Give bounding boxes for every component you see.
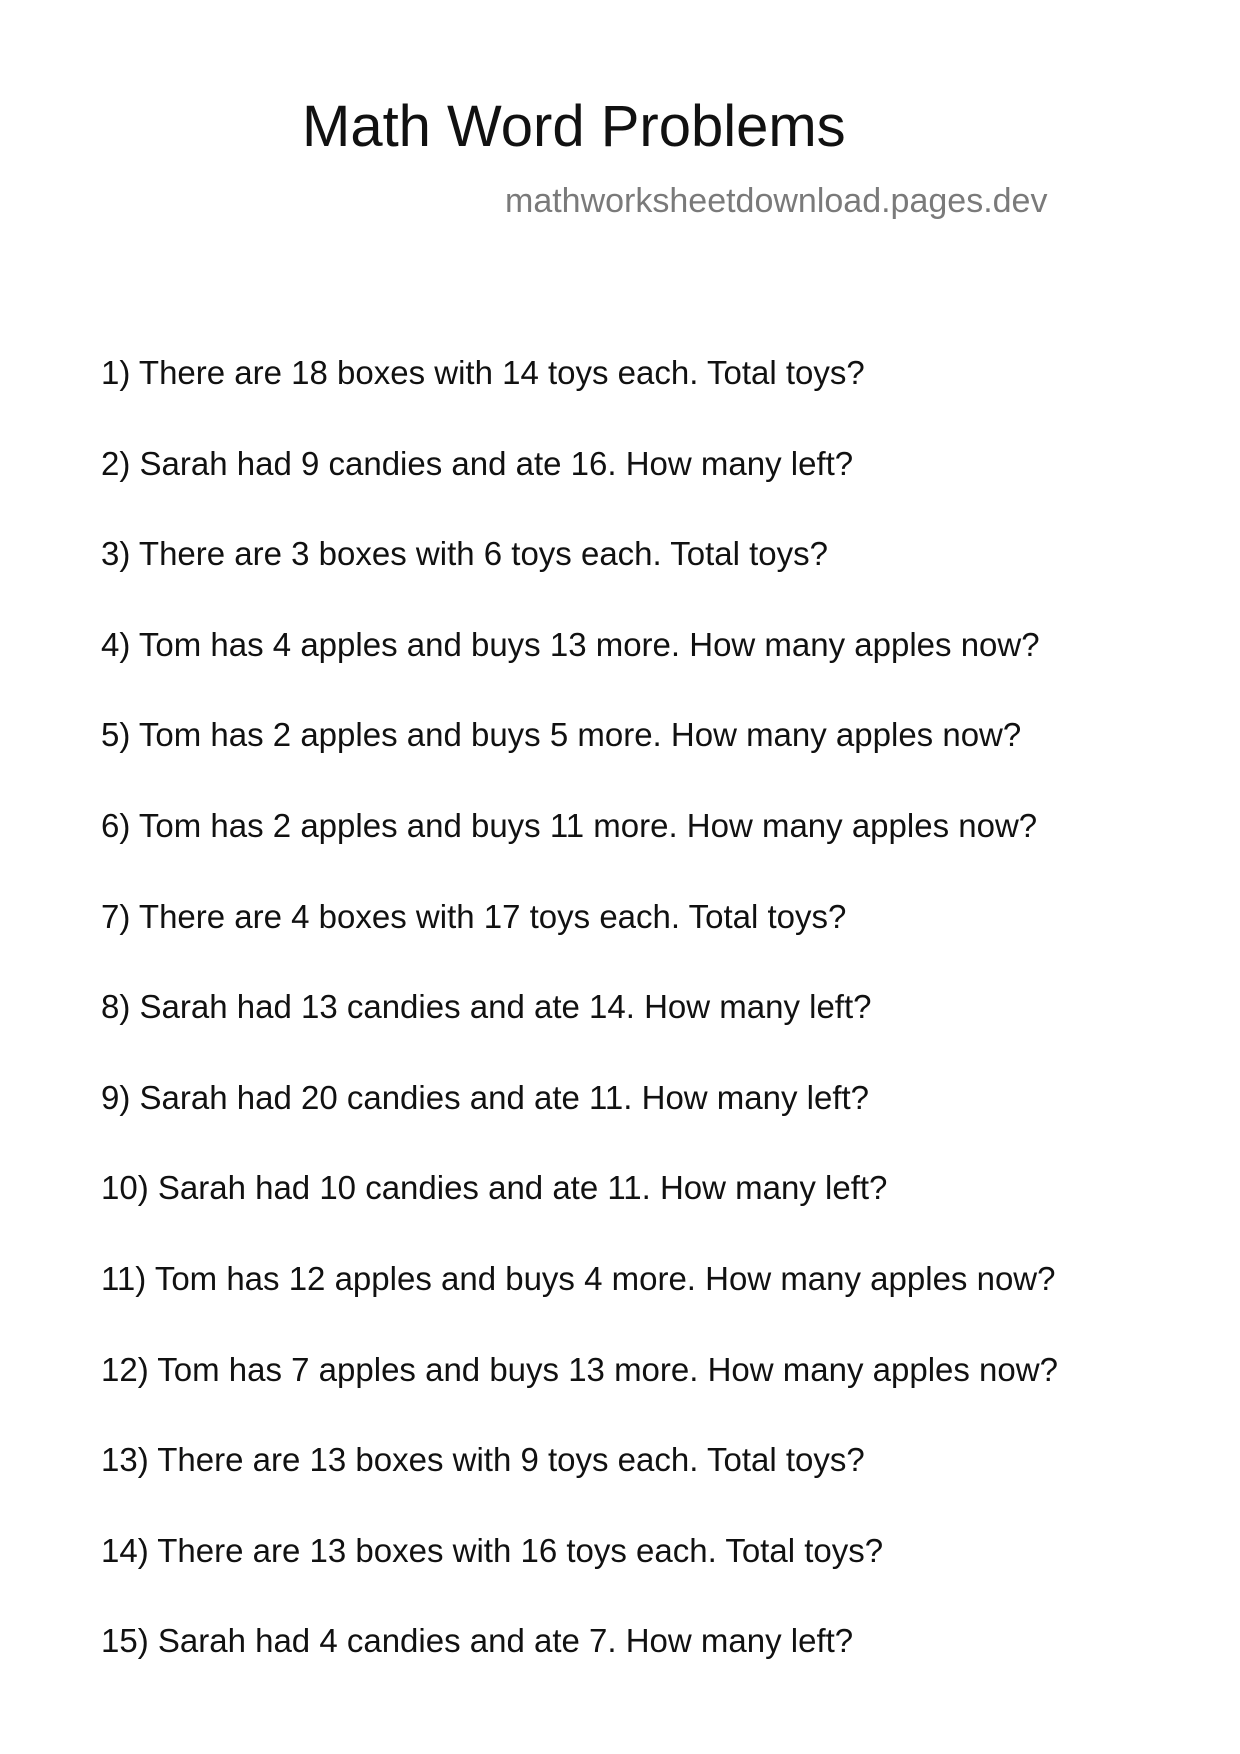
problem-item: 10) Sarah had 10 candies and ate 11. How many left? xyxy=(101,1169,888,1207)
problem-item: 15) Sarah had 4 candies and ate 7. How many left? xyxy=(101,1622,854,1660)
problem-item: 14) There are 13 boxes with 16 toys each. Total toys? xyxy=(101,1531,884,1569)
problem-item: 5) Tom has 2 apples and buys 5 more. How many apples now? xyxy=(101,716,1022,754)
problem-item: 9) Sarah had 20 candies and ate 11. How many left? xyxy=(101,1078,870,1116)
page-title: Math Word Problems xyxy=(302,94,846,159)
problem-item: 6) Tom has 2 apples and buys 11 more. How many apples now? xyxy=(101,806,1038,844)
problem-item: 8) Sarah had 13 candies and ate 14. How many left? xyxy=(101,988,872,1026)
problem-item: 13) There are 13 boxes with 9 toys each. Total toys? xyxy=(101,1441,865,1479)
problem-item: 2) Sarah had 9 candies and ate 16. How many left? xyxy=(101,444,854,482)
problem-item: 1) There are 18 boxes with 14 toys each. Total toys? xyxy=(101,354,865,391)
problem-item: 4) Tom has 4 apples and buys 13 more. How many apples now? xyxy=(101,625,1040,663)
problem-list xyxy=(101,354,1058,1713)
problem-item: 12) Tom has 7 apples and buys 13 more. How many apples now? xyxy=(101,1350,1058,1388)
problem-item: 7) There are 4 boxes with 17 toys each. Total toys? xyxy=(101,897,847,935)
problem-item: 11) Tom has 12 apples and buys 4 more. How many apples now? xyxy=(101,1259,1056,1297)
source-url: mathworksheetdownload.pages.dev xyxy=(505,182,1048,220)
problem-item: 3) There are 3 boxes with 6 toys each. Total toys? xyxy=(101,535,829,573)
